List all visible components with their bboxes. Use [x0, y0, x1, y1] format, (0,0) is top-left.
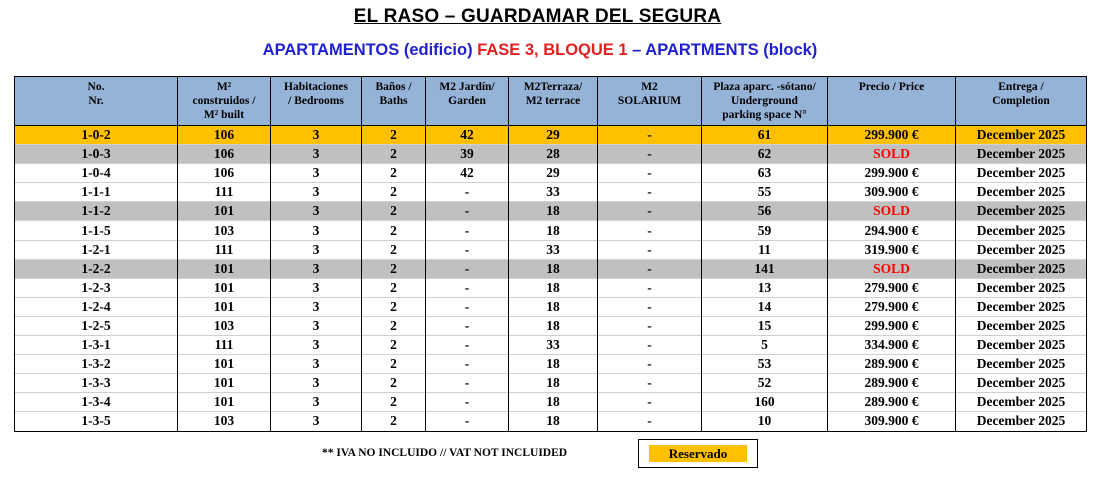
table-cell: 3 — [271, 221, 362, 240]
table-cell: 29 — [509, 126, 598, 145]
table-cell: 279.900 € — [828, 278, 956, 297]
table-cell: 33 — [509, 183, 598, 202]
table-cell: 1-1-1 — [15, 183, 178, 202]
column-header: M2 SOLARIUM — [598, 77, 702, 126]
table-cell: 1-3-2 — [15, 355, 178, 374]
subtitle-apartamentos: APARTAMENTOS (edificio) — [262, 41, 478, 59]
table-cell: 3 — [271, 240, 362, 259]
table-cell: - — [598, 145, 702, 164]
table-cell: 1-0-3 — [15, 145, 178, 164]
table-cell: - — [426, 297, 509, 316]
table-cell: 18 — [509, 374, 598, 393]
table-cell: - — [598, 412, 702, 431]
table-cell: - — [598, 183, 702, 202]
table-cell: 3 — [271, 183, 362, 202]
table-cell: 309.900 € — [828, 183, 956, 202]
table-cell: 28 — [509, 145, 598, 164]
table-cell: - — [598, 278, 702, 297]
table-cell: 3 — [271, 202, 362, 221]
table-cell: December 2025 — [956, 164, 1087, 183]
table-cell: - — [426, 240, 509, 259]
table-cell: 42 — [426, 126, 509, 145]
table-cell: 1-2-2 — [15, 259, 178, 278]
table-cell: 2 — [362, 278, 426, 297]
table-cell: - — [426, 336, 509, 355]
table-cell: - — [598, 316, 702, 335]
table-cell: - — [598, 259, 702, 278]
table-cell: SOLD — [828, 145, 956, 164]
table-row — [15, 202, 1087, 221]
table-cell: December 2025 — [956, 183, 1087, 202]
table-row — [15, 393, 1087, 412]
table-cell: 3 — [271, 297, 362, 316]
table-cell: 15 — [702, 316, 828, 335]
table-cell: 294.900 € — [828, 221, 956, 240]
column-header: M² construidos / M² built — [178, 77, 271, 126]
table-cell: 3 — [271, 259, 362, 278]
table-cell: 141 — [702, 259, 828, 278]
table-cell: 18 — [509, 355, 598, 374]
table-cell: 14 — [702, 297, 828, 316]
table-cell: - — [598, 374, 702, 393]
table-cell: - — [598, 202, 702, 221]
reserved-legend — [638, 439, 758, 468]
table-row — [15, 374, 1087, 393]
table-cell: 29 — [509, 164, 598, 183]
apartments-table — [14, 76, 1087, 432]
column-header: Plaza aparc. -sótano/ Underground parking space N° — [702, 77, 828, 126]
table-cell: 1-3-5 — [15, 412, 178, 431]
table-cell: 101 — [178, 278, 271, 297]
table-row — [15, 316, 1087, 335]
table-cell: 13 — [702, 278, 828, 297]
table-cell: - — [426, 221, 509, 240]
table-cell: - — [598, 355, 702, 374]
table-cell: December 2025 — [956, 393, 1087, 412]
table-cell: - — [426, 412, 509, 431]
table-cell: 309.900 € — [828, 412, 956, 431]
table-cell: December 2025 — [956, 145, 1087, 164]
table-cell: December 2025 — [956, 374, 1087, 393]
table-cell: 111 — [178, 240, 271, 259]
table-cell: 1-2-4 — [15, 297, 178, 316]
table-cell: - — [598, 164, 702, 183]
table-cell: - — [598, 297, 702, 316]
table-cell: 3 — [271, 336, 362, 355]
subtitle-apartments: – APARTMENTS (block) — [627, 41, 818, 59]
table-cell: 39 — [426, 145, 509, 164]
subtitle-phase-block: FASE 3, BLOQUE 1 — [477, 41, 628, 59]
page-title: EL RASO – GUARDAMAR DEL SEGURA — [353, 6, 722, 27]
table-cell: 2 — [362, 393, 426, 412]
table-row — [15, 412, 1087, 431]
page-subtitle — [0, 41, 1080, 60]
table-cell: 18 — [509, 278, 598, 297]
table-cell: 3 — [271, 278, 362, 297]
table-cell: 106 — [178, 145, 271, 164]
table-cell: December 2025 — [956, 316, 1087, 335]
table-cell: 2 — [362, 374, 426, 393]
table-cell: 1-1-2 — [15, 202, 178, 221]
vat-note: ** IVA NO INCLUIDO // VAT NOT INCLUIDED — [322, 447, 568, 459]
table-cell: 101 — [178, 374, 271, 393]
table-row — [15, 240, 1087, 259]
table-cell: SOLD — [828, 202, 956, 221]
table-row — [15, 183, 1087, 202]
table-cell: 101 — [178, 355, 271, 374]
column-header: No. Nr. — [15, 77, 178, 126]
table-cell: 1-2-5 — [15, 316, 178, 335]
table-cell: 1-3-1 — [15, 336, 178, 355]
table-cell: - — [426, 374, 509, 393]
table-cell: 111 — [178, 336, 271, 355]
table-cell: 3 — [271, 126, 362, 145]
table-row — [15, 336, 1087, 355]
table-cell: 2 — [362, 126, 426, 145]
table-cell: 2 — [362, 412, 426, 431]
table-cell: 299.900 € — [828, 164, 956, 183]
table-cell: 61 — [702, 126, 828, 145]
table-cell: 62 — [702, 145, 828, 164]
table-cell: 18 — [509, 316, 598, 335]
table-header-row — [15, 77, 1087, 126]
table-cell: 279.900 € — [828, 297, 956, 316]
table-cell: 56 — [702, 202, 828, 221]
table-cell: 2 — [362, 316, 426, 335]
table-cell: 5 — [702, 336, 828, 355]
table-cell: 289.900 € — [828, 374, 956, 393]
table-cell: 2 — [362, 240, 426, 259]
table-cell: 3 — [271, 355, 362, 374]
table-cell: December 2025 — [956, 221, 1087, 240]
column-header: Precio / Price — [828, 77, 956, 126]
column-header: M2Terraza/ M2 terrace — [509, 77, 598, 126]
table-cell: 33 — [509, 336, 598, 355]
table-cell: 18 — [509, 221, 598, 240]
table-cell: December 2025 — [956, 240, 1087, 259]
table-cell: 2 — [362, 259, 426, 278]
table-cell: 3 — [271, 164, 362, 183]
table-cell: 106 — [178, 164, 271, 183]
table-cell: 299.900 € — [828, 126, 956, 145]
table-cell: 101 — [178, 297, 271, 316]
table-cell: - — [598, 336, 702, 355]
table-cell: December 2025 — [956, 297, 1087, 316]
table-cell: 1-3-3 — [15, 374, 178, 393]
table-cell: - — [426, 278, 509, 297]
table-cell: December 2025 — [956, 278, 1087, 297]
table-cell: 2 — [362, 145, 426, 164]
table-row — [15, 126, 1087, 145]
table-cell: 2 — [362, 183, 426, 202]
table-cell: December 2025 — [956, 412, 1087, 431]
table-cell: 101 — [178, 202, 271, 221]
table-row — [15, 297, 1087, 316]
table-cell: 33 — [509, 240, 598, 259]
table-cell: 1-2-3 — [15, 278, 178, 297]
table-cell: 2 — [362, 355, 426, 374]
table-cell: - — [598, 126, 702, 145]
table-cell: - — [426, 259, 509, 278]
table-cell: 160 — [702, 393, 828, 412]
column-header: Habitaciones / Bedrooms — [271, 77, 362, 126]
table-cell: 1-0-4 — [15, 164, 178, 183]
table-cell: December 2025 — [956, 259, 1087, 278]
table-cell: 59 — [702, 221, 828, 240]
table-row — [15, 278, 1087, 297]
table-cell: 3 — [271, 412, 362, 431]
table-cell: 18 — [509, 412, 598, 431]
table-row — [15, 164, 1087, 183]
table-cell: 18 — [509, 202, 598, 221]
table-cell: 3 — [271, 316, 362, 335]
table-cell: 1-1-5 — [15, 221, 178, 240]
table-cell: - — [426, 202, 509, 221]
table-cell: 299.900 € — [828, 316, 956, 335]
table-cell: December 2025 — [956, 202, 1087, 221]
table-cell: 103 — [178, 221, 271, 240]
column-header: M2 Jardín/ Garden — [426, 77, 509, 126]
reserved-legend-label: Reservado — [649, 445, 747, 462]
table-cell: - — [426, 355, 509, 374]
table-cell: 2 — [362, 221, 426, 240]
table-row — [15, 355, 1087, 374]
table-cell: 289.900 € — [828, 393, 956, 412]
table-cell: - — [598, 221, 702, 240]
table-cell: 55 — [702, 183, 828, 202]
table-cell: 289.900 € — [828, 355, 956, 374]
table-cell: - — [426, 183, 509, 202]
table-cell: 3 — [271, 393, 362, 412]
table-cell: 63 — [702, 164, 828, 183]
table-cell: 3 — [271, 145, 362, 164]
column-header: Entrega / Completion — [956, 77, 1087, 126]
table-cell: 42 — [426, 164, 509, 183]
table-row — [15, 259, 1087, 278]
table-cell: - — [426, 393, 509, 412]
table-cell: 2 — [362, 336, 426, 355]
table-cell: 319.900 € — [828, 240, 956, 259]
table-cell: SOLD — [828, 259, 956, 278]
table-cell: 101 — [178, 259, 271, 278]
table-cell: 2 — [362, 202, 426, 221]
table-row — [15, 221, 1087, 240]
table-cell: 18 — [509, 259, 598, 278]
table-cell: 2 — [362, 164, 426, 183]
table-cell: 103 — [178, 316, 271, 335]
table-cell: 2 — [362, 297, 426, 316]
table-cell: - — [426, 316, 509, 335]
table-cell: 52 — [702, 374, 828, 393]
table-cell: 334.900 € — [828, 336, 956, 355]
table-cell: - — [598, 240, 702, 259]
table-body — [15, 126, 1087, 432]
table-cell: December 2025 — [956, 355, 1087, 374]
table-cell: 18 — [509, 393, 598, 412]
table-cell: 1-0-2 — [15, 126, 178, 145]
table-row — [15, 145, 1087, 164]
table-cell: 1-3-4 — [15, 393, 178, 412]
table-cell: December 2025 — [956, 336, 1087, 355]
table-cell: 3 — [271, 374, 362, 393]
table-cell: 18 — [509, 297, 598, 316]
column-header: Baños / Baths — [362, 77, 426, 126]
table-cell: 1-2-1 — [15, 240, 178, 259]
table-cell: 106 — [178, 126, 271, 145]
table-cell: 10 — [702, 412, 828, 431]
table-cell: December 2025 — [956, 126, 1087, 145]
table-cell: 11 — [702, 240, 828, 259]
table-cell: - — [598, 393, 702, 412]
table-cell: 101 — [178, 393, 271, 412]
table-cell: 53 — [702, 355, 828, 374]
table-cell: 111 — [178, 183, 271, 202]
table-cell: 103 — [178, 412, 271, 431]
